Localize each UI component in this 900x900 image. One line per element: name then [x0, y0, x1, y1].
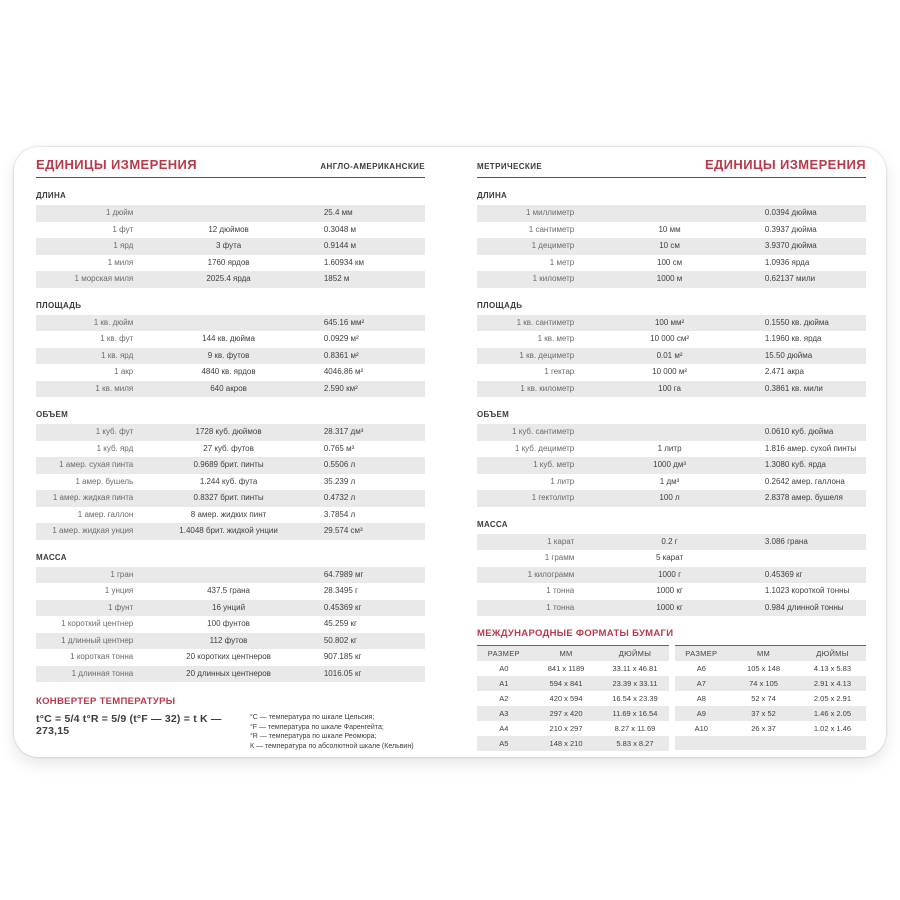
temperature-note: К — температура по абсолютной шкале (Кельвин) — [249, 742, 414, 750]
table-row — [477, 331, 866, 348]
table-row — [477, 424, 866, 441]
unit-equivalent: 3 фута — [215, 241, 242, 250]
unit-equivalent: 100 мм² — [654, 317, 685, 327]
paper-size: A3 — [499, 709, 509, 718]
unit-value: 15.50 дюйма — [764, 350, 813, 360]
unit-value: 1.1960 кв. ярда — [764, 334, 822, 343]
unit-equivalent: 1760 ярдов — [207, 257, 250, 267]
unit-name: 1 амер. галлон — [77, 509, 134, 519]
temperature-notes — [250, 713, 425, 751]
unit-value: 1.60934 км — [323, 257, 364, 267]
table-row — [36, 255, 425, 272]
paper-formats-heading: МЕЖДУНАРОДНЫЕ ФОРМАТЫ БУМАГИ — [477, 628, 674, 639]
unit-equivalent: 12 дюймов — [208, 224, 249, 234]
unit-name: 1 дюйм — [105, 208, 134, 217]
table-row — [477, 255, 866, 272]
unit-section — [477, 191, 866, 288]
paper-table-a0-a5 — [477, 645, 669, 751]
col-header-size: РАЗМЕР — [685, 649, 718, 658]
section-label: ДЛИНА — [477, 191, 508, 200]
table-row — [477, 381, 866, 398]
unit-value: 3.7854 л — [323, 509, 356, 519]
col-header-inches: ДЮЙМЫ — [816, 649, 849, 658]
unit-name: 1 килограмм — [527, 569, 575, 579]
table-row — [477, 364, 866, 381]
table-row — [477, 736, 669, 751]
paper-inches: 1.02 x 1.46 — [813, 724, 852, 733]
section-label: ПЛОЩАДЬ — [477, 300, 523, 310]
unit-name: 1 литр — [550, 476, 575, 486]
table-row — [477, 271, 866, 288]
paper-inches: 23.39 x 33.11 — [612, 679, 658, 688]
col-header-mm: ММ — [756, 649, 771, 658]
unit-name: 1 куб. дециметр — [514, 443, 575, 453]
unit-section — [36, 191, 425, 288]
page-title: ЕДИНИЦЫ ИЗМЕРЕНИЯ — [704, 157, 866, 172]
table-row — [36, 666, 425, 683]
unit-name: 1 метр — [549, 257, 575, 267]
table-row — [477, 315, 866, 332]
unit-name: 1 сантиметр — [528, 224, 575, 234]
unit-value: 28.317 дм³ — [323, 427, 364, 436]
unit-value: 1.816 амер. сухой пинты — [764, 443, 857, 453]
table-row — [36, 271, 425, 288]
table-row — [477, 721, 669, 736]
paper-mm: 420 x 594 — [549, 694, 583, 703]
paper-inches: 2.91 x 4.13 — [813, 679, 852, 688]
unit-equivalent: 100 га — [658, 383, 681, 393]
unit-equivalent — [133, 567, 324, 584]
unit-name: 1 кв. сантиметр — [516, 317, 575, 327]
unit-name: 1 морская миля — [74, 274, 134, 283]
table-row — [36, 507, 425, 524]
table-row — [36, 490, 425, 507]
paper-size: A5 — [499, 739, 509, 748]
table-row — [36, 205, 425, 222]
page-subtitle: АНГЛО-АМЕРИКАНСКИЕ — [320, 162, 425, 171]
unit-name: 1 куб. сантиметр — [512, 427, 575, 436]
unit-equivalent: 20 коротких центнеров — [186, 652, 271, 661]
unit-value: 1.1023 короткой тонны — [764, 586, 850, 595]
unit-name: 1 амер. сухая пинта — [59, 460, 134, 469]
unit-name: 1 тонна — [546, 602, 575, 612]
paper-table-header — [675, 646, 867, 661]
unit-equivalent: 0.2 г — [661, 536, 678, 546]
paper-size: A8 — [696, 694, 706, 703]
unit-name: 1 фунт — [108, 602, 134, 612]
paper-inches: 33.11 x 46.81 — [612, 664, 658, 673]
table-row — [36, 381, 425, 398]
unit-value: 0.765 м³ — [323, 443, 355, 453]
unit-equivalent: 144 кв. дюйма — [202, 334, 255, 343]
header-rule — [36, 177, 425, 178]
unit-equivalent: 1 литр — [657, 443, 682, 453]
paper-table-header — [477, 646, 669, 661]
section-label: МАССА — [477, 519, 508, 529]
table-row — [675, 691, 867, 706]
unit-section — [36, 301, 425, 398]
unit-value: 907.185 кг — [323, 652, 362, 661]
table-row — [36, 222, 425, 239]
temperature-note: °F — температура по шкале Фаренгейта; — [249, 723, 384, 731]
section-rows — [36, 567, 425, 683]
unit-section — [36, 410, 425, 540]
reference-card — [14, 147, 886, 757]
table-row — [36, 331, 425, 348]
unit-equivalent: 8 амер. жидких пинт — [190, 509, 267, 519]
paper-formats — [477, 628, 866, 751]
unit-value: 0.0610 куб. дюйма — [764, 427, 834, 436]
table-row — [675, 721, 867, 736]
unit-name: 1 кв. миля — [95, 383, 134, 393]
section-rows — [36, 315, 425, 398]
unit-equivalent: 10 000 м² — [652, 367, 687, 376]
section-rows — [477, 534, 866, 617]
table-row — [477, 205, 866, 222]
table-row — [36, 583, 425, 600]
section-label: ПЛОЩАДЬ — [36, 300, 82, 310]
unit-equivalent: 1000 кг — [656, 602, 683, 612]
unit-value: 0.62137 мили — [764, 274, 816, 283]
col-header-mm: ММ — [559, 649, 573, 658]
unit-equivalent: 5 карат — [655, 553, 684, 562]
table-row — [36, 315, 425, 332]
unit-value: 64.7989 мг — [323, 569, 364, 579]
unit-name: 1 акр — [114, 367, 134, 376]
unit-equivalent: 10 см — [659, 241, 680, 250]
unit-name: 1 карат — [547, 536, 575, 546]
table-row — [477, 676, 669, 691]
page-header — [477, 157, 866, 172]
unit-equivalent: 112 футов — [209, 635, 248, 645]
section-rows — [477, 315, 866, 398]
temperature-note: °R — температура по шкале Реомюра; — [249, 733, 377, 740]
unit-name: 1 куб. фут — [95, 427, 134, 436]
table-row — [36, 348, 425, 365]
paper-size: A7 — [696, 679, 706, 688]
unit-name: 1 кв. ярд — [101, 350, 134, 360]
unit-equivalent: 10 000 см² — [650, 334, 689, 343]
unit-equivalent: 16 унций — [212, 602, 246, 612]
paper-format-tables — [477, 645, 866, 751]
unit-equivalent: 0.01 м² — [656, 350, 683, 360]
unit-name: 1 дециметр — [531, 241, 575, 250]
unit-equivalent: 1000 г — [658, 569, 682, 579]
unit-name: 1 амер. бушель — [75, 476, 134, 486]
paper-inches: 4.13 x 5.83 — [813, 664, 852, 673]
unit-name: 1 фут — [112, 224, 134, 234]
unit-value: 1.3080 куб. ярда — [764, 460, 826, 469]
paper-inches: 5.83 x 8.27 — [616, 739, 654, 748]
table-row — [36, 567, 425, 584]
unit-value: 0.0929 м² — [323, 334, 359, 343]
unit-equivalent — [574, 424, 765, 441]
unit-name: 1 куб. ярд — [96, 443, 134, 453]
unit-equivalent: 1728 куб. дюймов — [195, 427, 262, 436]
table-row — [477, 534, 866, 551]
unit-value: 28.3495 г — [323, 586, 358, 595]
unit-value: 0.3861 кв. мили — [764, 383, 823, 393]
unit-name: 1 километр — [532, 274, 575, 283]
unit-section — [477, 410, 866, 507]
temperature-formula: t°C = 5/4 t°R = 5/9 (t°F — 32) = t K — 273,15 — [36, 713, 222, 737]
table-row — [477, 457, 866, 474]
paper-size: A10 — [694, 724, 708, 733]
unit-name: 1 миля — [107, 257, 134, 267]
col-header-inches: ДЮЙМЫ — [618, 649, 652, 658]
unit-sections — [36, 191, 425, 682]
table-row — [477, 583, 866, 600]
section-label: ОБЪЕМ — [36, 410, 69, 419]
table-row — [36, 441, 425, 458]
paper-mm: 297 x 420 — [549, 709, 583, 718]
unit-value: 2.8378 амер. бушеля — [764, 493, 843, 502]
unit-name: 1 кв. фут — [100, 334, 134, 343]
paper-size: A9 — [696, 709, 706, 718]
section-label: МАССА — [36, 552, 67, 562]
unit-name: 1 кв. дециметр — [519, 350, 575, 360]
unit-equivalent: 437.5 грана — [207, 586, 251, 595]
unit-value: 1852 м — [323, 274, 350, 283]
unit-name: 1 кв. дюйм — [93, 317, 134, 327]
unit-name: 1 гектар — [544, 367, 575, 376]
page-anglo-american — [14, 147, 450, 757]
paper-mm: 26 x 37 — [751, 724, 776, 733]
unit-value: 35.239 л — [323, 476, 356, 486]
table-row — [477, 706, 669, 721]
paper-size: A4 — [499, 724, 509, 733]
table-row — [36, 649, 425, 666]
unit-value: 645.16 мм² — [323, 317, 365, 327]
unit-value: 0.3048 м — [323, 224, 357, 234]
unit-section — [477, 301, 866, 398]
unit-equivalent — [133, 315, 324, 332]
temperature-content — [36, 713, 425, 751]
paper-mm: 210 x 297 — [549, 724, 583, 733]
table-row — [477, 567, 866, 584]
unit-name: 1 амер. жидкая пинта — [52, 493, 134, 502]
table-row — [477, 474, 866, 491]
col-header-size: РАЗМЕР — [487, 649, 520, 658]
unit-name: 1 куб. метр — [533, 460, 575, 469]
section-rows — [36, 205, 425, 288]
table-row — [675, 661, 867, 676]
unit-equivalent: 1.244 куб. фута — [199, 476, 258, 486]
unit-equivalent: 9 кв. футов — [207, 350, 250, 360]
paper-table-a6-a10 — [675, 645, 867, 751]
unit-equivalent — [574, 205, 765, 222]
paper-size: A2 — [499, 694, 509, 703]
unit-value: 50.802 кг — [323, 635, 357, 645]
temperature-converter — [36, 696, 425, 751]
unit-equivalent: 1000 дм³ — [653, 460, 686, 469]
unit-name: 1 ярд — [113, 241, 134, 250]
paper-size: A0 — [499, 664, 509, 673]
paper-mm: 148 x 210 — [549, 739, 583, 748]
unit-name: 1 короткая тонна — [70, 652, 134, 661]
table-row — [477, 490, 866, 507]
unit-value: 3.086 грана — [764, 536, 808, 546]
unit-value: 1.0936 ярда — [764, 257, 810, 267]
table-row — [477, 661, 669, 676]
unit-value: 3.9370 дюйма — [764, 241, 817, 250]
page-subtitle: МЕТРИЧЕСКИЕ — [477, 162, 543, 171]
table-row — [477, 441, 866, 458]
unit-equivalent: 27 куб. футов — [203, 443, 254, 453]
unit-value: 2.590 км² — [323, 383, 358, 393]
table-row — [477, 691, 669, 706]
paper-mm: 594 x 841 — [549, 679, 583, 688]
unit-value: 0.45369 кг — [323, 602, 362, 612]
unit-value: 0.8361 м² — [323, 350, 359, 360]
unit-name: 1 длинный центнер — [61, 635, 134, 645]
table-row — [36, 238, 425, 255]
unit-name: 1 гран — [110, 569, 134, 579]
unit-equivalent: 640 акров — [210, 383, 247, 393]
table-row — [36, 424, 425, 441]
unit-section — [477, 520, 866, 617]
table-row — [675, 706, 867, 721]
unit-value: 0.1550 кв. дюйма — [764, 317, 829, 327]
section-rows — [36, 424, 425, 540]
table-row — [477, 222, 866, 239]
section-label: ОБЪЕМ — [477, 410, 510, 419]
unit-value: 0.3937 дюйма — [764, 224, 817, 234]
unit-equivalent: 4840 кв. ярдов — [201, 367, 256, 376]
paper-size: A6 — [696, 664, 706, 673]
table-row — [36, 616, 425, 633]
section-rows — [477, 424, 866, 507]
unit-equivalent — [133, 205, 324, 222]
table-row — [36, 633, 425, 650]
table-row — [36, 600, 425, 617]
unit-name: 1 тонна — [546, 586, 575, 595]
table-row — [36, 474, 425, 491]
paper-inches: 2.05 x 2.91 — [813, 694, 852, 703]
section-rows — [477, 205, 866, 288]
unit-equivalent: 10 мм — [658, 224, 681, 234]
unit-value: 4046.86 м² — [323, 367, 364, 376]
unit-equivalent: 1.4048 брит. жидкой унции — [179, 526, 278, 535]
paper-inches: 16.54 x 23.39 — [612, 694, 658, 703]
unit-equivalent: 0.8327 брит. пинты — [193, 493, 264, 502]
unit-value: 0.9144 м — [323, 241, 357, 250]
unit-equivalent: 20 длинных центнеров — [186, 668, 271, 678]
unit-value: 0.2642 амер. галлона — [764, 476, 845, 486]
unit-name: 1 амер. жидкая унция — [52, 526, 134, 535]
table-row — [477, 348, 866, 365]
table-row — [36, 523, 425, 540]
unit-sections — [477, 191, 866, 616]
table-row — [477, 238, 866, 255]
unit-value — [765, 550, 866, 567]
page-header — [36, 157, 425, 172]
unit-value: 25.4 мм — [323, 208, 353, 217]
unit-value: 1016.05 кг — [323, 668, 362, 678]
unit-equivalent: 1000 м — [656, 274, 683, 283]
paper-inches: 1.46 x 2.05 — [813, 709, 852, 718]
unit-name: 1 гектолитр — [531, 493, 575, 502]
unit-equivalent: 2025.4 ярда — [206, 274, 251, 283]
table-row — [477, 600, 866, 617]
page-metric — [450, 147, 886, 757]
unit-name: 1 короткий центнер — [61, 619, 134, 628]
unit-value: 45.259 кг — [323, 619, 357, 628]
table-row — [675, 676, 867, 691]
unit-value: 0.4732 л — [323, 493, 356, 502]
temperature-heading: КОНВЕРТЕР ТЕМПЕРАТУРЫ — [36, 696, 176, 707]
section-label: ДЛИНА — [36, 191, 67, 200]
header-rule — [477, 177, 866, 178]
unit-equivalent: 1000 кг — [656, 586, 683, 595]
unit-value: 0.5506 л — [323, 460, 356, 469]
unit-name: 1 длинная тонна — [71, 668, 134, 678]
paper-mm: 74 x 105 — [749, 679, 778, 688]
unit-value: 2.471 акра — [764, 367, 804, 376]
unit-equivalent: 100 см — [657, 257, 683, 267]
unit-name: 1 унция — [104, 586, 134, 595]
unit-equivalent: 100 фунтов — [207, 619, 250, 628]
table-row — [477, 550, 866, 567]
unit-name: 1 грамм — [544, 553, 575, 562]
unit-equivalent: 100 л — [659, 493, 680, 502]
paper-inches: 11.69 x 16.54 — [612, 709, 658, 718]
paper-inches: 8.27 x 11.69 — [614, 724, 656, 733]
paper-size: A1 — [499, 679, 509, 688]
table-row — [36, 457, 425, 474]
page-title: ЕДИНИЦЫ ИЗМЕРЕНИЯ — [36, 157, 198, 172]
unit-equivalent: 0.9689 брит. пинты — [193, 460, 264, 469]
paper-mm: 841 x 1189 — [547, 664, 585, 673]
unit-name: 1 миллиметр — [526, 208, 575, 217]
unit-value: 29.574 см³ — [323, 526, 363, 535]
unit-value: 0.45369 кг — [764, 569, 803, 579]
unit-section — [36, 553, 425, 683]
table-row — [36, 364, 425, 381]
unit-value: 0.984 длинной тонны — [764, 602, 844, 612]
paper-mm: 105 x 148 — [747, 664, 780, 673]
paper-mm: 37 x 52 — [751, 709, 776, 718]
temperature-note: °C — температура по шкале Цельсия; — [249, 714, 375, 721]
unit-value: 0.0394 дюйма — [764, 208, 817, 217]
unit-equivalent: 1 дм³ — [659, 476, 680, 486]
unit-name: 1 кв. километр — [520, 383, 575, 393]
unit-name: 1 кв. метр — [537, 334, 575, 343]
paper-mm: 52 x 74 — [751, 694, 776, 703]
